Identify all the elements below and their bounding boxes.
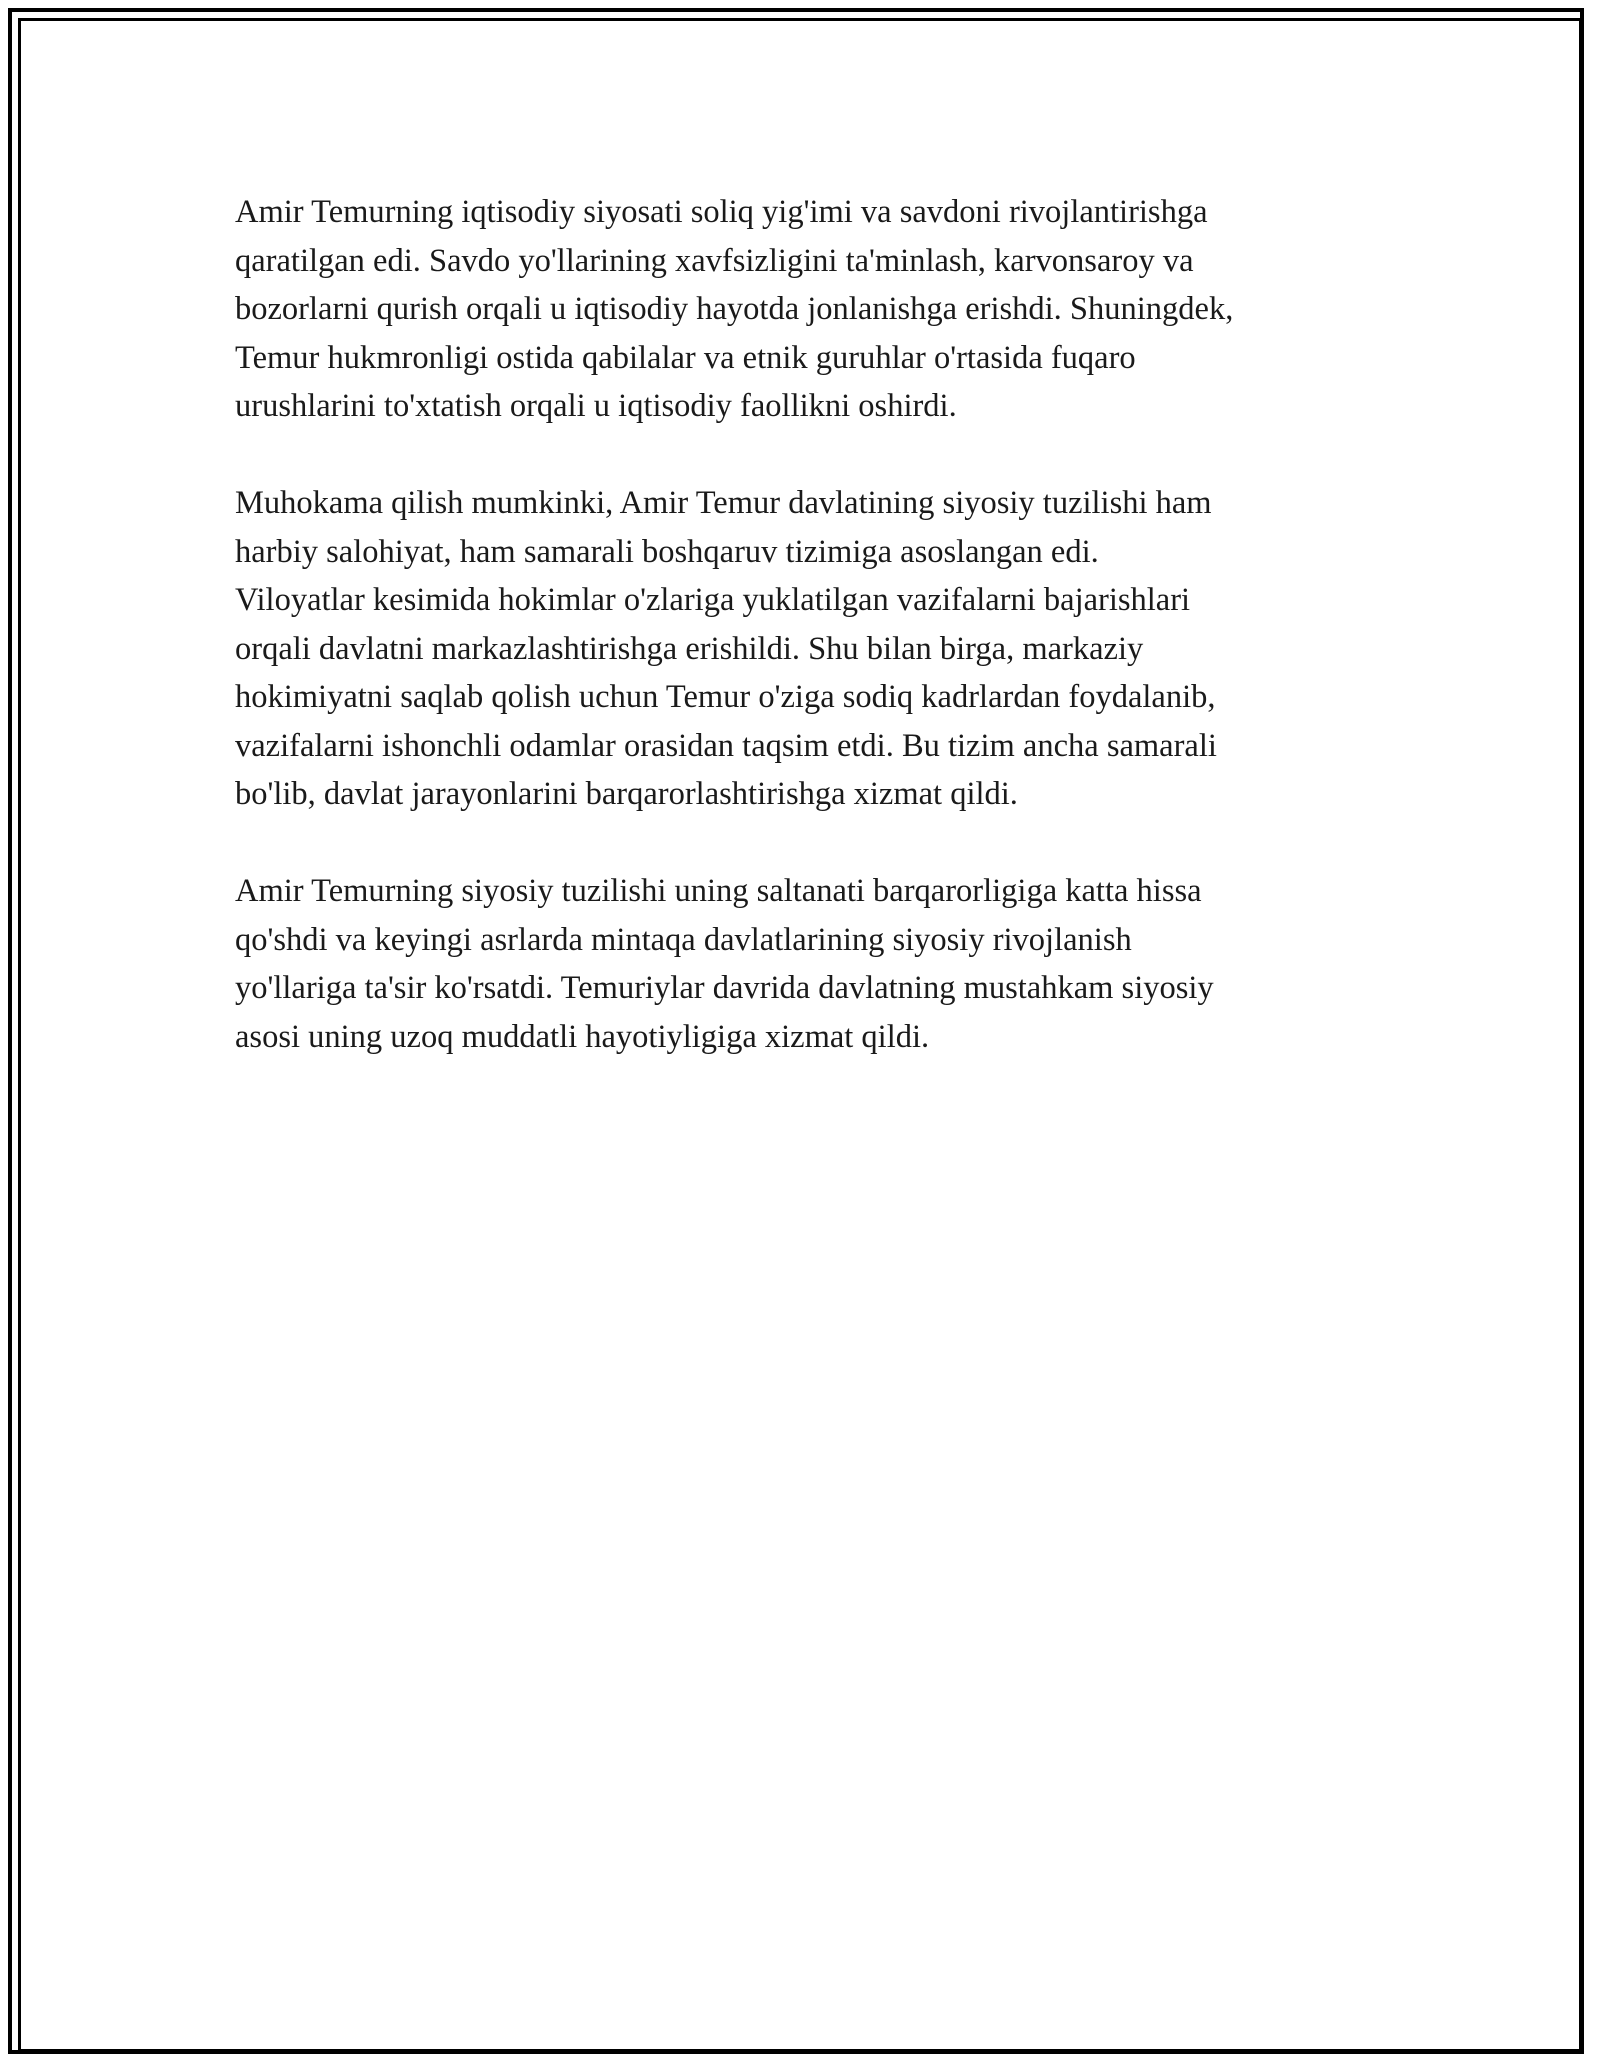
paragraph-line: bo'lib, davlat jarayonlarini barqarorlashtirishga xizmat qildi. (235, 776, 1018, 812)
paragraph-line: Amir Temurning iqtisodiy siyosati soliq yig'imi va savdoni rivojlantirishga (235, 194, 1208, 230)
paragraph-line: Temur hukmronligi ostida qabilalar va etnik guruhlar o'rtasida fuqaro (235, 339, 1136, 376)
paragraph-3 (235, 867, 1375, 1061)
paragraph-1 (235, 188, 1375, 431)
paragraph-2 (235, 479, 1375, 819)
document-body (235, 188, 1375, 1110)
paragraph-line: urushlarini to'xtatish orqali u iqtisodiy faollikni oshirdi. (235, 388, 957, 424)
paragraph-line: qo'shdi va keyingi asrlarda mintaqa davlatlarining siyosiy rivojlanish (235, 921, 1132, 958)
paragraph-line: harbiy salohiyat, ham samarali boshqaruv tizimiga asoslangan edi. (235, 533, 1099, 570)
paragraph-line: Muhokama qilish mumkinki, Amir Temur davlatining siyosiy tuzilishi ham (235, 485, 1212, 521)
paragraph-line: vazifalarni ishonchli odamlar orasidan taqsim etdi. Bu tizim ancha samarali (235, 727, 1217, 764)
paragraph-line: bozorlarni qurish orqali u iqtisodiy hayotda jonlanishga erishdi. Shuningdek, (235, 291, 1234, 327)
paragraph-line: yo'llariga ta'sir ko'rsatdi. Temuriylar davrida davlatning mustahkam siyosiy (235, 970, 1214, 1006)
paragraph-line: hokimiyatni saqlab qolish uchun Temur o'ziga sodiq kadrlardan foydalanib, (235, 679, 1216, 715)
paragraph-line: Viloyatlar kesimida hokimlar o'zlariga yuklatilgan vazifalarni bajarishlari (235, 582, 1191, 618)
paragraph-line: asosi uning uzoq muddatli hayotiyligiga xizmat qildi. (235, 1018, 930, 1055)
paragraph-line: qaratilgan edi. Savdo yo'llarining xavfsizligini ta'minlash, karvonsaroy va (235, 242, 1194, 279)
paragraph-line: orqali davlatni markazlashtirishga erishildi. Shu bilan birga, markaziy (235, 630, 1144, 667)
paragraph-line: Amir Temurning siyosiy tuzilishi uning saltanati barqarorligiga katta hissa (235, 873, 1202, 909)
